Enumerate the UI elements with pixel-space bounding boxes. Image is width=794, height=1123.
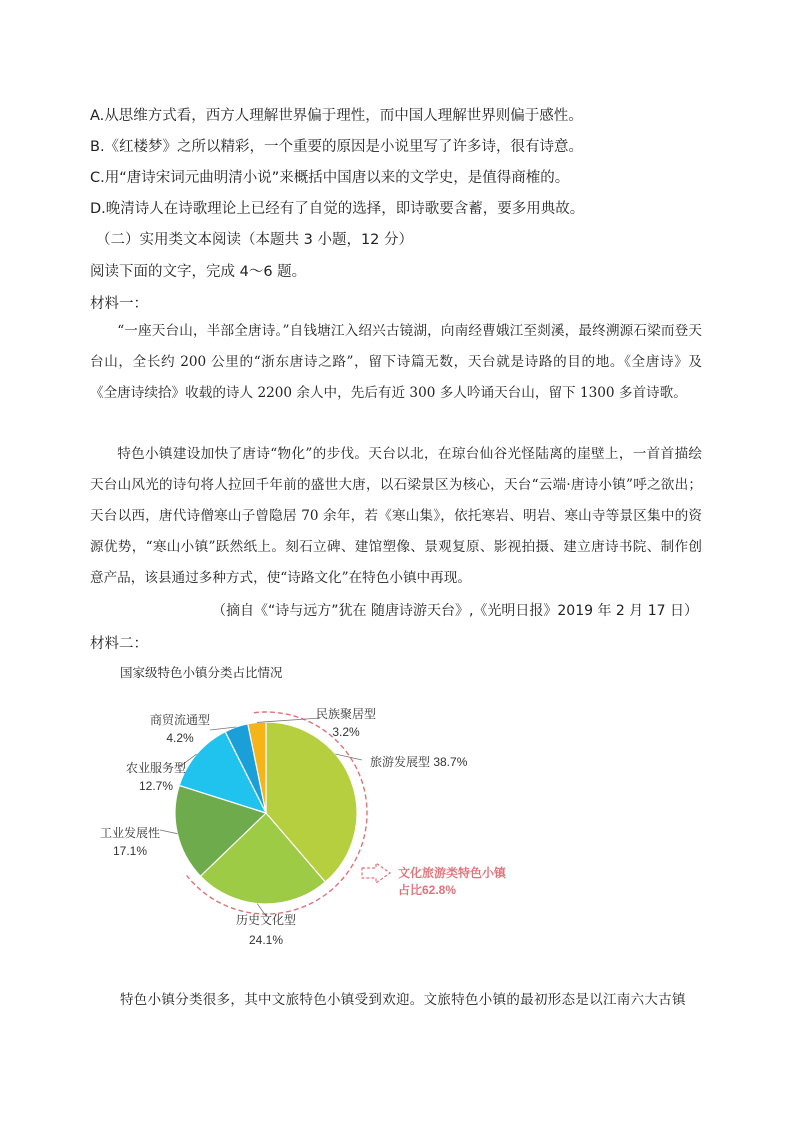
slice-label-0: 旅游发展型 38.7% xyxy=(370,755,468,769)
callout-arrow-icon xyxy=(362,863,390,883)
option-b: B.《红楼梦》之所以精彩，一个重要的原因是小说里写了许多诗，很有诗意。 xyxy=(90,139,584,155)
option-c: C.用“唐诗宋词元曲明清小说”来概括中国唐以来的文学史，是值得商榷的。 xyxy=(90,170,570,186)
highlight-share: 占比62.8% xyxy=(398,883,457,897)
section-heading: （二）实用类文本阅读（本题共 3 小题，12 分） xyxy=(96,232,414,248)
material2-label: 材料二： xyxy=(90,636,148,652)
material2-paragraph: 特色小镇分类很多，其中文旅特色小镇受到欢迎。文旅特色小镇的最初形态是以江南六大古镇 xyxy=(120,992,686,1008)
option-a: A.从思维方式看，西方人理解世界偏于理性，而中国人理解世界则偏于感性。 xyxy=(90,108,583,124)
slice-value-2: 17.1% xyxy=(112,844,148,858)
slice-value-4: 4.2% xyxy=(166,731,194,745)
material1-citation: （摘自《“诗与远方”犹在 随唐诗游天台》,《光明日报》2019 年 2 月 17 日） xyxy=(211,603,698,619)
slice-name-1: 历史文化型 xyxy=(235,913,297,927)
material1-paragraph1: “一座天台山，半部全唐诗。”自钱塘江入绍兴古镜湖，向南经曹娥江至剡溪，最终溯源石梁而登天台山，全长约 200 公里的“浙东唐诗之路”，留下诗篇无数，天台就是诗路的目的地。《全唐诗》及《全唐诗续拾》收载的诗人 2200 余人中，先后有近 300 多人吟诵天台山，留下 1300 多首诗歌。 xyxy=(90,323,702,401)
option-d: D.晚清诗人在诗歌理论上已经有了自觉的选择，即诗歌要含蓄，要多用典故。 xyxy=(90,201,585,217)
slice-name-4: 商贸流通型 xyxy=(149,713,211,727)
pie-chart-svg xyxy=(90,680,530,1010)
slice-name-2: 工业发展性 xyxy=(99,826,161,840)
chart-title: 国家级特色小镇分类占比情况 xyxy=(120,665,283,680)
section-instruction: 阅读下面的文字，完成 4～6 题。 xyxy=(90,264,307,280)
slice-value-3: 12.7% xyxy=(138,779,174,793)
material1-paragraph2: 特色小镇建设加快了唐诗“物化”的步伐。天台以北，在琼台仙谷光怪陆离的崖壁上，一首首描绘天台山风光的诗句将人拉回千年前的盛世大唐，以石梁景区为核心，天台“云端·唐诗小镇”呼之欲出；天台以西，唐代诗僧寒山子曾隐居 70 余年，若《寒山集》，依托寒岩、明岩、寒山寺等景区集中的资源优势，“寒山小镇”跃然纸上。刻石立碑、建馆塑像、景观复原、影视拍摄、建立唐诗书院、制作创意产品，该县通过多种方式，使“诗路文化”在特色小镇中再现。 xyxy=(90,446,702,586)
slice-value-5: 3.2% xyxy=(332,725,360,739)
slice-name-5: 民族聚居型 xyxy=(315,707,377,721)
leader-line-2 xyxy=(160,830,177,834)
slice-value-1: 24.1% xyxy=(248,933,284,947)
material1-label: 材料一： xyxy=(90,296,148,312)
highlight-label: 文化旅游类特色小镇 xyxy=(398,866,507,880)
slice-name-3: 农业服务型 xyxy=(125,761,187,775)
